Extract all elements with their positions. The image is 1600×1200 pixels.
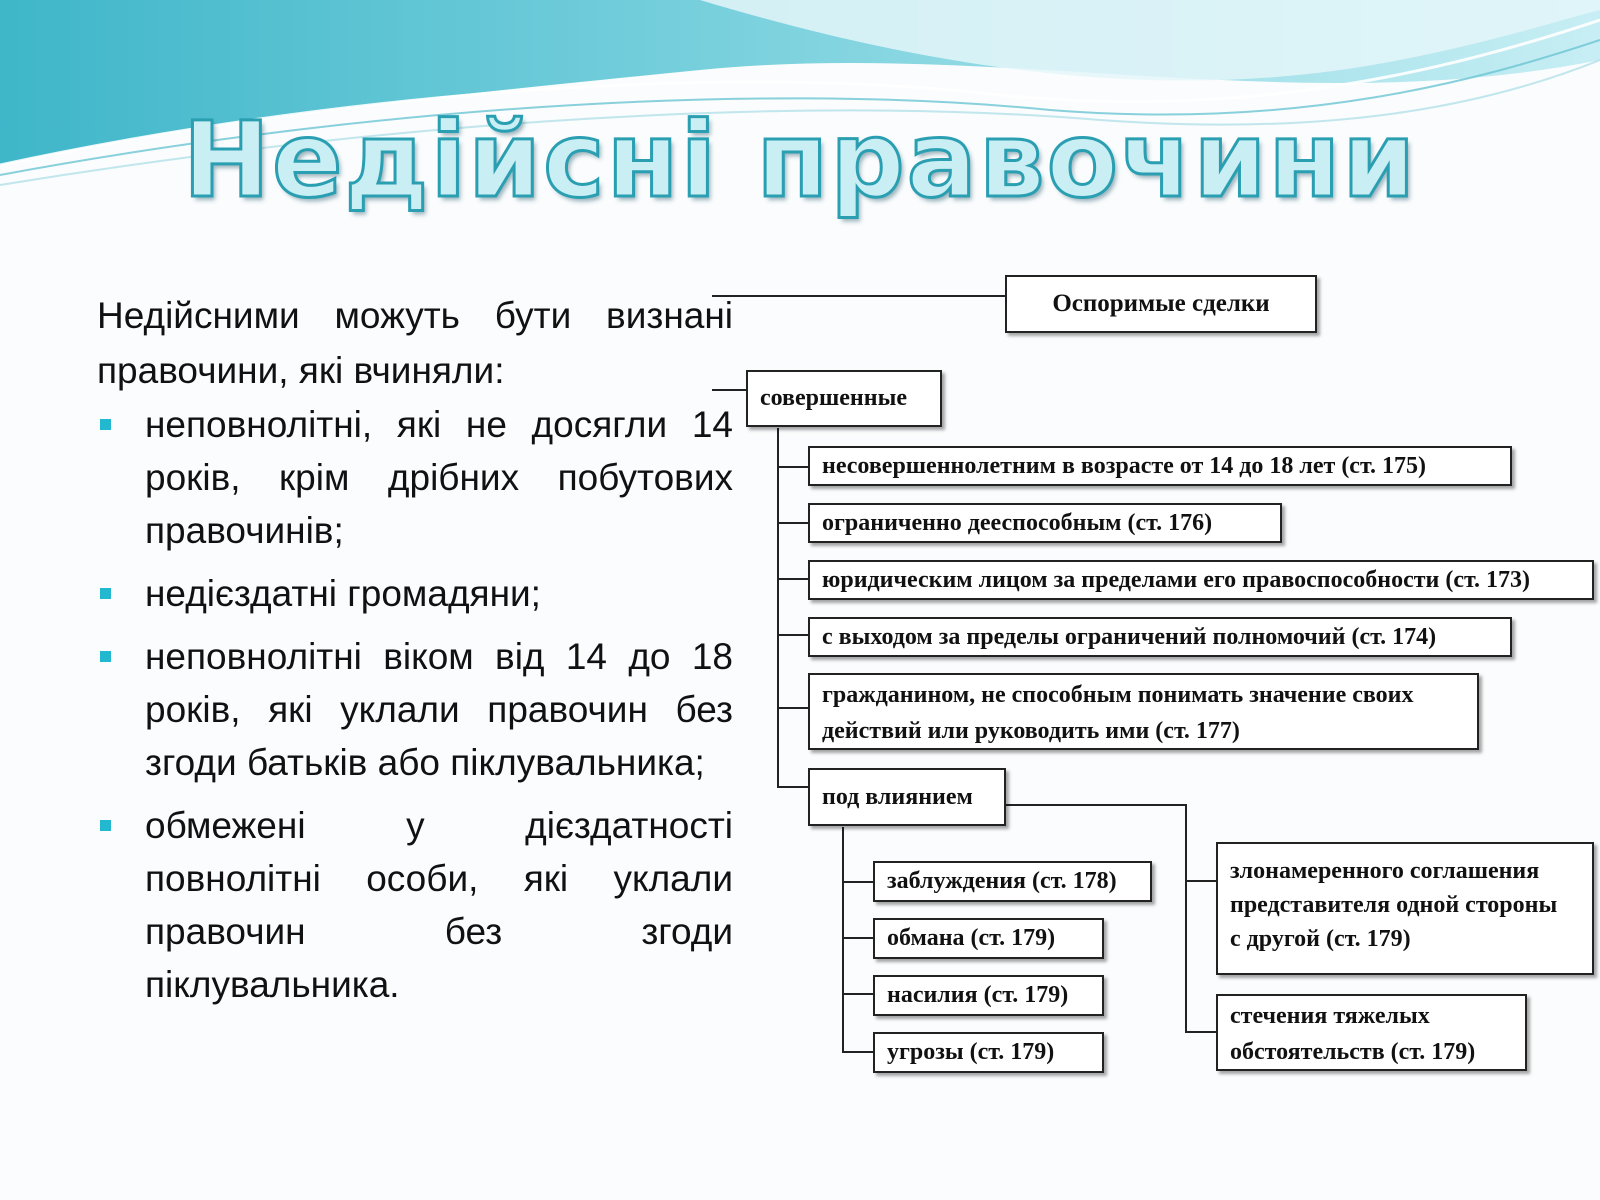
- influence-item-box: заблуждения (ст. 178): [873, 861, 1152, 902]
- influence-item-box: обмана (ст. 179): [873, 918, 1104, 959]
- influence-item-box: злонамеренного соглашения представителя одной стороны с другой (ст. 179): [1216, 842, 1594, 975]
- influence-item-box: угрозы (ст. 179): [873, 1032, 1104, 1073]
- root-box: Оспоримые сделки: [1005, 275, 1317, 333]
- group-box: совершенные: [746, 370, 942, 427]
- intro-line-1: Недійсними можуть бути визнані: [97, 295, 733, 336]
- item-box: несовершеннолетним в возрасте от 14 до 18 лет (ст. 175): [808, 446, 1512, 486]
- item-box: гражданином, не способным понимать значение своих действий или руководить ими (ст. 177): [808, 673, 1479, 750]
- connector-influence-left: [843, 827, 875, 1052]
- list-item: неповнолітні віком від 14 до 18 років, які уклали правочин без згоди батьків або піклувальника;: [97, 630, 733, 789]
- influence-item-box: стечения тяжелых обстоятельств (ст. 179): [1216, 994, 1527, 1071]
- influence-item-box: насилия (ст. 179): [873, 975, 1104, 1016]
- item-box: ограниченно дееспособным (ст. 176): [808, 503, 1282, 543]
- item-box: с выходом за пределы ограничений полномочий (ст. 174): [808, 617, 1512, 657]
- list-item: недієздатні громадяни;: [97, 567, 733, 620]
- intro-line-2: правочини, які вчиняли:: [97, 350, 505, 391]
- item-box: юридическим лицом за пределами его правоспособности (ст. 173): [808, 560, 1594, 600]
- list-item: обмежені у дієздатності повнолітні особи, які уклали правочин без згоди піклувальника.: [97, 799, 733, 1011]
- connector-trunk: [778, 428, 810, 787]
- list-item: неповнолітні, які не досягли 14 років, крім дрібних побутових правочинів;: [97, 398, 733, 557]
- influence-box: под влиянием: [808, 768, 1006, 826]
- slide-title: Недійсні правочини: [182, 99, 1418, 221]
